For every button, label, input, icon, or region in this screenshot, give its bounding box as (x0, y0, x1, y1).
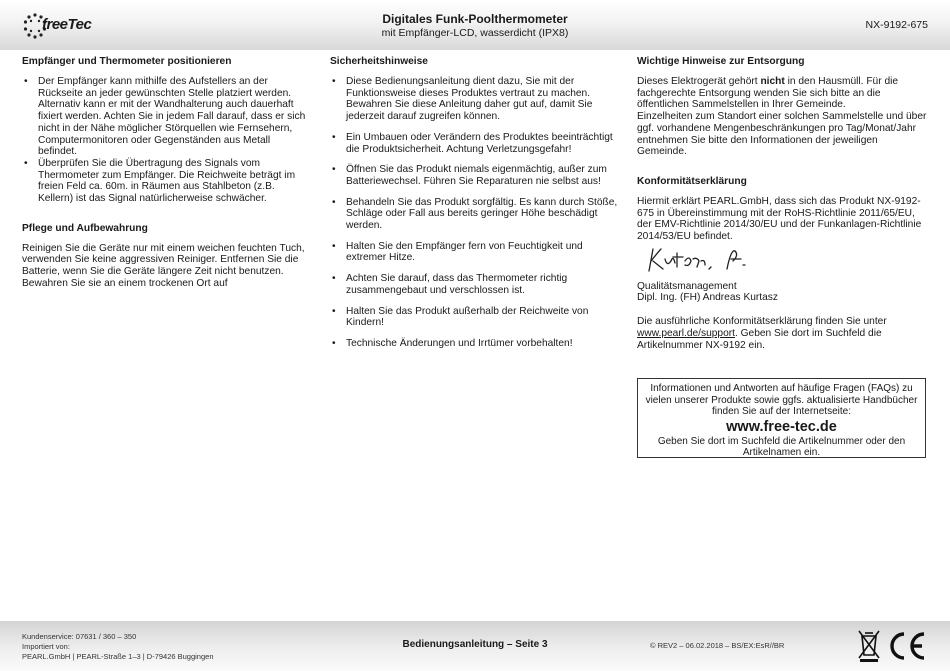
list-item: • Diese Bedienungsanleitung dient dazu, Sie mit der Funktionsweise dieses Produktes vertraut zu machen. Bewahren Sie diese Anleitung daher gut auf, damit Sie jederzeit darauf zugreifen können. (332, 76, 593, 123)
conformity-paragraph: Hiermit erklärt PEARL.GmbH, dass sich das Produkt NX-9192-675 in Übereinstimmung mit der RoHS-Richtlinie 2011/65/EU, der EMV-Richtlinie 2014/30/EU und der Funkanlagen-Richtlinie 2014/53/EU befindet. (637, 195, 922, 243)
list-item: • Behandeln Sie das Produkt sorgfältig. Es kann durch Stöße, Schläge oder Fall aus bereits geringer Höhe beschädigt werden. (332, 196, 618, 232)
revision-info: © REV2 – 06.02.2018 – BS/EX:EsR//BR (650, 641, 785, 650)
list-item: • Halten Sie den Empfänger fern von Feuchtigkeit und extremer Hitze. (332, 240, 583, 264)
list-item: • Der Empfänger kann mithilfe des Aufstellers an der Rückseite an jeder gewünschten Stelle platziert werden. Alternativ kann er mit der Wandhalterung auch dauerhaft fixiert werden. Achten Sie in jedem Fall darauf, dass er sich nicht in der Nähe möglicher Störquellen wie Fernsehern, Computermonitoren oder Gegenständen aus Metall befindet. (24, 76, 306, 158)
logo-wordmark: freeTec (42, 16, 92, 33)
compliance-marks (856, 627, 928, 665)
list-item: • Öffnen Sie das Produkt niemals eigenmächtig, außer zum Batteriewechsel. Führen Sie Reparaturen nie selbst aus! (332, 164, 607, 187)
list-item: • Technische Änderungen und Irrtümer vorbehalten! (332, 337, 573, 349)
signature (637, 245, 929, 279)
column-left (22, 56, 312, 290)
disposal-paragraph: Dieses Elektrogerät gehört nicht in den Hausmüll. Für die fachgerechte Entsorgung wenden Sie sich bitte an die öffentlichen Sammelstellen in Ihrer Gemeinde. (637, 76, 899, 111)
disposal-details: Einzelheiten zum Standort einer solchen Sammelstelle und über ggf. vorhandene Mengenbeschränkungen pro Tag/Monat/Jahr entnehmen Sie bitte den Informationen der jeweiligen Gemeinde. (637, 111, 927, 158)
page-number: Bedienungsanleitung – Seite 3 (402, 639, 548, 650)
conformity-info: Die ausführliche Konformitätserklärung finden Sie unter www.pearl.de/support. Geben Sie dort im Suchfeld die Artikelnummer NX-9192 ein. (637, 316, 887, 351)
list-item: • Achten Sie darauf, dass das Thermometer richtig zusammengebaut und verschlossen ist. (332, 273, 568, 296)
heading-conformity: Konformitätserklärung (637, 175, 747, 187)
list-item: • Ein Umbauen oder Verändern des Produktes beeinträchtigt die Produktsicherheit. Achtung Verletzungsgefahr! (332, 131, 613, 155)
page-footer (0, 621, 950, 671)
column-middle (330, 56, 620, 359)
heading-safety: Sicherheitshinweise (330, 56, 428, 67)
safety-list (330, 76, 620, 350)
website-link[interactable]: www.free-tec.de (726, 418, 837, 435)
heading-care: Pflege und Aufbewahrung (22, 222, 148, 234)
list-item: • Überprüfen Sie die Übertragung des Signals vom Thermometer zum Empfänger. Die Reichweite beträgt im freien Feld ca. 60m. in Räumen aus Stahlbeton (z.B. Kellern) ist das Signal natürlicherweise schwächer. (24, 157, 296, 205)
faq-search-hint: Geben Sie dort im Suchfeld die Artikelnummer oder den Artikelnamen ein. (657, 435, 906, 458)
faq-text: Informationen und Antworten auf häufige Fragen (FAQs) zu vielen unserer Produkte sowie ggfs. aktualisierte Handbücher finden Sie auf der Internetseite: (645, 383, 918, 417)
positioning-list (22, 76, 312, 205)
column-right (637, 56, 929, 351)
signature-icon (643, 245, 763, 277)
signer-name: Dipl. Ing. (FH) Andreas Kurtasz (637, 292, 778, 304)
document-subtitle: mit Empfänger-LCD, wasserdicht (IPX8) (381, 27, 569, 39)
article-code: NX-9192-675 (865, 19, 928, 31)
document-title: Digitales Funk-Poolthermometer (382, 12, 568, 26)
faq-info-box (637, 378, 926, 458)
signer-role: Qualitätsmanagement (637, 280, 737, 292)
support-link[interactable]: www.pearl.de/support (637, 327, 735, 339)
list-item: • Halten Sie das Produkt außerhalb der Reichweite von Kindern! (332, 305, 589, 329)
heading-positioning: Empfänger und Thermometer positionieren (22, 56, 232, 67)
care-paragraph: Reinigen Sie die Geräte nur mit einem weichen feuchten Tuch, verwenden Sie keine aggressiven Reiniger. Entfernen Sie die Batterie, wenn Sie die Geräte längere Zeit nicht benutzen. Bewahren Sie sie an einem trockenen Ort auf (22, 242, 305, 289)
ce-mark-icon (886, 630, 928, 662)
footer-contact: Kundenservice: 07631 / 360 – 350 Importiert von: PEARL.GmbH | PEARL-Straße 1–3 | D-79426 Buggingen (22, 632, 214, 661)
weee-crossed-bin-icon (856, 628, 882, 664)
heading-disposal: Wichtige Hinweise zur Entsorgung (637, 56, 805, 67)
page-header (0, 0, 950, 50)
